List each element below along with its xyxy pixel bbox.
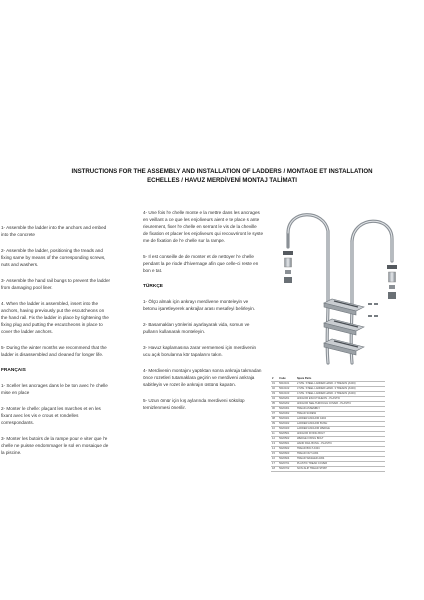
tread-middle bbox=[324, 319, 364, 335]
english-step-3: 3- Assemble the hand rail bungs to prevent the ladder from damaging pool liner. bbox=[1, 278, 111, 290]
tread-top bbox=[324, 299, 364, 315]
table-row: 07 5020302 TREAD SCREW bbox=[271, 412, 385, 417]
table-row: 09 5020402 LADDER ANCHOR BUSH bbox=[271, 422, 385, 427]
french-step-1: 1- Sceller les ancrages dans le be ton avec l'e chelle mise en place bbox=[1, 383, 108, 395]
french-step-4: 4- Une fois l'e chelle monte e la mettre dans les ancrages en veillant a ce que les enjoliveurs aient e te place s ante rieurement, fixer l'e chelle en serrant le vis de la cheville de fixation et placer les enjoliveurs qui recouvriront le syste me de fixation de l'e chelle sur la rampe. bbox=[143, 210, 264, 243]
table-row: 03 5010103 4 STE. STEEL LADDER HAND. 4 TREADS (A304) bbox=[271, 392, 385, 397]
table-row: 11 5020501 ANCHOR FIXING BOLT bbox=[271, 432, 385, 437]
text-column-middle bbox=[143, 209, 263, 420]
table-row: 16 5020604 TREAD WASHER A304 bbox=[271, 457, 385, 462]
table-row: 10 5020403 LADDER ANCHOR WEDGE bbox=[271, 427, 385, 432]
table-row: 02 5010102 3 STE. STEEL LADDER HAND. 3 TREADS (A304) bbox=[271, 387, 385, 392]
table-row: 04 5020201 ANCHOR ESCUTCHEON - PLASTIC bbox=[271, 397, 385, 402]
left-handrail-highlight bbox=[288, 215, 328, 363]
fixing-bolts bbox=[368, 303, 378, 317]
table-row: 18 5020702 NON-SLIP TREAD STRIP bbox=[271, 467, 385, 472]
table-row: 12 5020502 WEDGE FIXING BOLT bbox=[271, 437, 385, 442]
tread-bottom bbox=[324, 339, 364, 355]
ladder-treads bbox=[324, 299, 364, 355]
french-step-3: 3- Monter les butoirs de la rampe pour e viter que l'e chelle ne puisse endommager le sol en mosaique de la piscine. bbox=[1, 436, 109, 455]
french-step-2: 2- Monter le chelle: plaçant les marches et en les fixant avec les vis e crous et rondelles correspondants. bbox=[1, 406, 101, 425]
left-handrail bbox=[288, 215, 328, 363]
document-title: INSTRUCTIONS FOR THE ASSEMBLY AND INSTALLATION OF LADDERS / MONTAGE ET INSTALLATION ECHELLES / HAVUZ MERDİVENİ MONTAJ TALİMATI bbox=[71, 168, 373, 184]
table-row: 13 5020601 HAND RAIL BUNG - PLASTIC bbox=[271, 442, 385, 447]
anchor-parts-left bbox=[283, 251, 293, 283]
column-header-spare-parts: Spare Parts bbox=[296, 377, 385, 382]
table-row: 14 5020602 TREAD BOLT A304 bbox=[271, 447, 385, 452]
table-row: 06 5020301 TREAD ASSEMBLY bbox=[271, 407, 385, 412]
anchor-parts-right bbox=[387, 265, 397, 299]
english-step-4: 4. When the ladder is assembled, insert into the anchors, having previously put the escutcheons on the hand rail. Fix the ladder in place by tightening the fixing plug and putting the escutcheons in place to cover the ladder anchors. bbox=[1, 301, 109, 334]
english-step-2: 2- Assemble the ladder, positioning the treads and fixing same by means of the corresponding screws, nuts and washers. bbox=[1, 248, 106, 267]
text-column-left bbox=[1, 224, 111, 465]
turkish-step-5: 5- Uzun ömür için kış aylarında merdiveni sökülüp temizlenmesi önerilir. bbox=[143, 398, 245, 410]
french-heading: FRANÇAIS bbox=[1, 368, 26, 373]
turkish-step-1: 1- Ölçü almak için ankrayı merdivene monteleyin ve betonu işaretleyerek ankrajlar arası mesafeyi belirleyin. bbox=[143, 299, 256, 311]
right-handrail-highlight bbox=[351, 221, 392, 363]
spare-parts-table bbox=[271, 377, 385, 472]
english-step-1: 1- Assemble the ladder into the anchors and embed into the concrete bbox=[1, 225, 107, 237]
turkish-step-2: 2- Basamakları yönlerini ayarlayarak vida, somun ve pulların kullanarak monteleyin. bbox=[143, 322, 250, 334]
table-row: 08 5020401 LADDER ANCHOR A304 bbox=[271, 417, 385, 422]
table-row: 15 5020603 TREAD NUT A304 bbox=[271, 452, 385, 457]
french-step-5: 5- Il est conseille de de monter et de nettoyer l'e chelle pendant la pe riode d'hivernage afin que celle-ci reste en bon e tat. bbox=[143, 254, 259, 273]
english-step-5: 5- During the winter months we recommend that the ladder is disassembled and cleaned for longer life. bbox=[1, 345, 107, 357]
turkish-heading: TÜRKÇE bbox=[143, 284, 163, 289]
column-header-number: # bbox=[271, 377, 278, 382]
turkish-step-4: 4- Merdivenin montajını yaptıktan sonra ankraja takmadan önce rozetleri tutamaklara geçirin ve merdiveni ankraja sabitleyin ve rozet ile ankrajın üstünü kapatın. bbox=[143, 368, 262, 387]
right-handrail bbox=[351, 221, 392, 363]
table-row: 05 5020202 ANCHOR SEE-THROUGH COVER - PLASTIC bbox=[271, 402, 385, 407]
table-row: 17 5020701 PLASTIC TREAD COVER bbox=[271, 462, 385, 467]
column-header-code: Code bbox=[278, 377, 296, 382]
turkish-step-3: 3- Havuz kaplamasına zarar vermemesi için merdivenin ucu açık borularına kör tapalarını takın. bbox=[143, 345, 257, 357]
table-row: 01 5010101 2 STE. STEEL LADDER HAND. 2 TREADS (A304) bbox=[271, 382, 385, 387]
ladder-exploded-diagram bbox=[268, 203, 413, 371]
